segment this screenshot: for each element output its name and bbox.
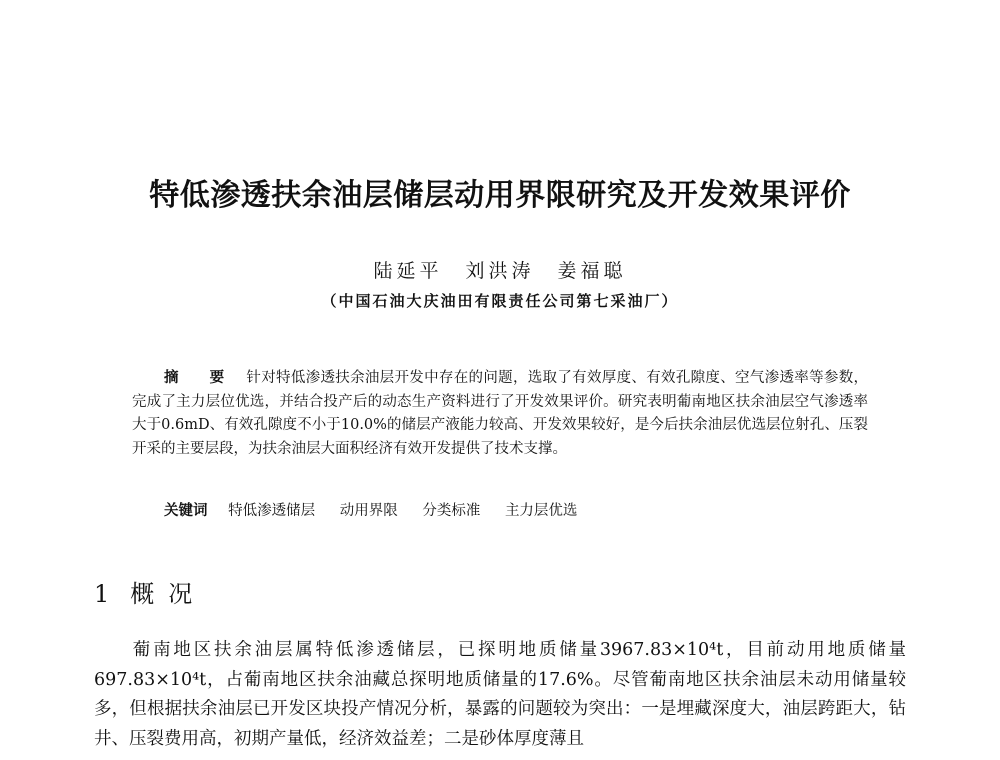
keyword-item: 动用界限 — [339, 503, 398, 519]
section-heading — [94, 574, 206, 609]
author-list: 陆延平 刘洪涛 姜福聪 — [373, 260, 627, 282]
section-title: 概况 — [130, 580, 207, 608]
keyword-item: 特低渗透储层 — [228, 503, 316, 519]
body-text: 葡南地区扶余油层属特低渗透储层，已探明地质储量3967.83×10⁴t，目前动用地质储量697.83×10⁴t，占葡南地区扶余油藏总探明地质储量的17.6%。尽管葡南地区扶余油层未动用储量较多，但根据扶余油层已开发区块投产情况分析，暴露的问题较为突出：一是埋藏深度大，油层跨距大，钻井、压裂费用高，初期产量低，经济效益差；二是砂体厚度薄且 — [94, 640, 906, 749]
keywords-label: 关键词 — [164, 502, 208, 519]
abstract-label: 摘 要 — [164, 369, 233, 386]
abstract-text: 针对特低渗透扶余油层开发中存在的问题，选取了有效厚度、有效孔隙度、空气渗透率等参数，完成了主力层位优选，并结合投产后的动态生产资料进行了开发效果评价。研究表明葡南地区扶余油层空气渗透率大于0.6mD、有效孔隙度不小于10.0%的储层产液能力较高、开发效果较好，是今后扶余油层优选层位射孔、压裂开采的主要层段，为扶余油层大面积经济有效开发提供了技术支撑。 — [132, 370, 868, 457]
author-affiliation: （中国石油大庆油田有限责任公司第七采油厂） — [321, 292, 679, 310]
keyword-item: 分类标准 — [422, 503, 481, 519]
paper-title: 特低渗透扶余油层储层动用界限研究及开发效果评价 — [149, 178, 851, 213]
keyword-item: 主力层优选 — [504, 503, 578, 519]
body-paragraph — [94, 636, 906, 754]
abstract — [132, 366, 868, 461]
section-number: 1 — [94, 580, 111, 608]
keywords — [164, 500, 864, 522]
